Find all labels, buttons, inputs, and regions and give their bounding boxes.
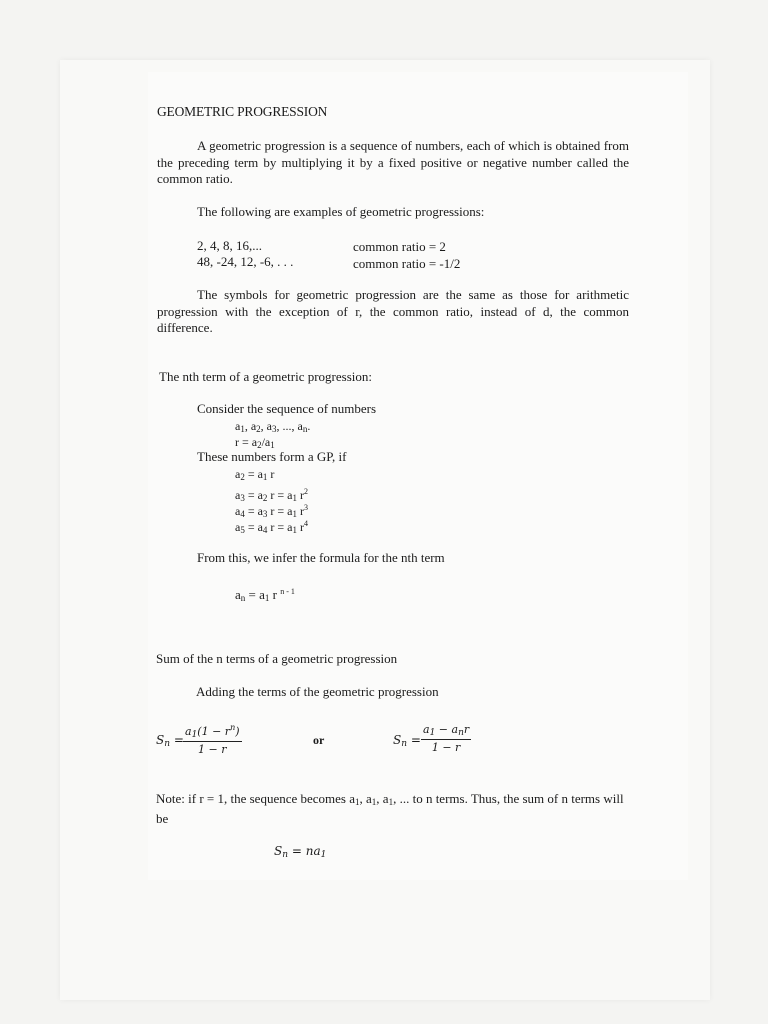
document-page <box>148 72 688 880</box>
formula1-lhs: $S_n$ = <box>156 733 184 749</box>
gp-line-2: $a_3 = a_2$ $r = a_1$ $r^2$ <box>235 487 309 503</box>
final-formula: $S_n = na_1$ <box>274 844 327 860</box>
consider-text: Consider the sequence of numbers <box>197 401 377 416</box>
note-paragraph: Note: if r = 1, the sequence becomes $a_1$, $a_1$, $a_1$, ... to n terms. Thus, the sum of n terms will be <box>156 791 624 826</box>
form-gp-text: These numbers form a GP, if <box>197 449 347 464</box>
nth-term-heading: The nth term of a geometric progression: <box>159 369 372 384</box>
sum-heading: Sum of the n terms of a geometric progression <box>156 651 398 666</box>
sequence-line: $a_1$, $a_2$, $a_3$, ..., $a_n$. <box>235 419 311 434</box>
formula2-denominator: 1 − r <box>431 741 461 754</box>
example-ratio-1: common ratio = 2 <box>353 239 446 254</box>
infer-text: From this, we infer the formula for the nth term <box>197 550 445 565</box>
gp-line-4: $a_5 = a_4$ $r = a_1$ $r^4$ <box>235 519 309 535</box>
examples-intro: The following are examples of geometric progressions: <box>197 204 485 219</box>
formula2-fraction <box>421 723 471 754</box>
adding-text: Adding the terms of the geometric progression <box>196 684 439 699</box>
or-word: or <box>313 733 325 747</box>
example-ratio-2: common ratio = -1/2 <box>353 256 461 271</box>
intro-paragraph: A geometric progression is a sequence of numbers, each of which is obtained from the preceding term by multiplying it by a fixed positive or negative number called the common ratio. <box>157 138 629 186</box>
gp-line-3: $a_4 = a_3$ $r = a_1$ $r^3$ <box>235 503 309 519</box>
formula2-numerator: $a_1 - a_nr$ <box>423 723 470 738</box>
formula1-numerator: $a_1(1 - r^n)$ <box>185 723 240 740</box>
example-sequence-2: 48, -24, 12, -6, . . . <box>197 254 294 269</box>
ratio-line: $r = a_2/a_1$ <box>235 435 275 450</box>
formula2-lhs: $S_n$ = <box>393 733 421 749</box>
doc-title: GEOMETRIC PROGRESSION <box>157 104 328 119</box>
formula1-denominator: 1 − r <box>198 743 227 756</box>
formula1-fraction <box>183 723 242 756</box>
symbols-paragraph: The symbols for geometric progression are the same as those for arithmetic progression with the exception of r, the common ratio, instead of d, the common difference. <box>157 287 629 335</box>
gp-line-1: $a_2 = a_1$ r <box>235 467 275 482</box>
nth-formula: $a_n = a_1$ r $^{n - 1}$ <box>235 587 295 603</box>
example-sequence-1: 2, 4, 8, 16,... <box>197 238 262 253</box>
